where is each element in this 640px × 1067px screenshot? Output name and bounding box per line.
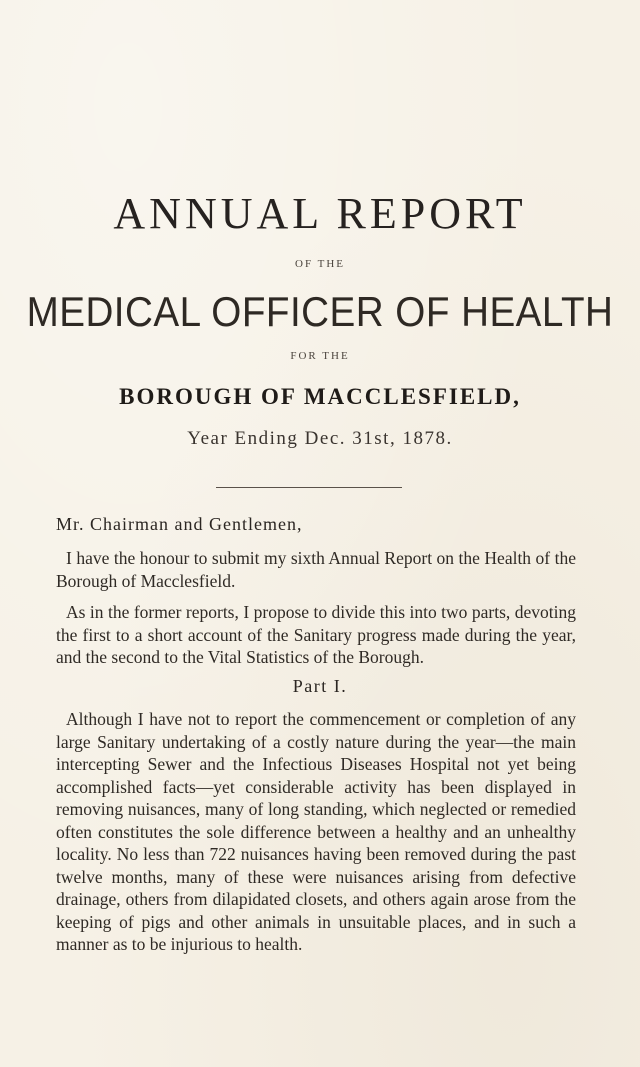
year-ending-line: Year Ending Dec. 31st, 1878. bbox=[187, 428, 453, 449]
salutation: Mr. Chairman and Gentlemen, bbox=[56, 514, 303, 534]
paragraph-outline: As in the former reports, I propose to divide this into two parts, devoting the first to a short account of the Sanitary progress made during the year, and the second to the Vital Statistics of the Borough. bbox=[56, 602, 576, 667]
officer-title: MEDICAL OFFICER OF HEALTH bbox=[26, 288, 614, 335]
title-divider bbox=[216, 487, 402, 488]
report-title: ANNUAL REPORT bbox=[113, 189, 527, 238]
title-connector-for-the: FOR THE bbox=[290, 350, 350, 362]
borough-title: BOROUGH OF MACCLESFIELD, bbox=[119, 384, 521, 409]
title-connector-of-the: OF THE bbox=[295, 258, 345, 270]
part-heading: Part I. bbox=[292, 676, 348, 696]
paragraph-part-one: Although I have not to report the commencement or completion of any large Sanitary undertaking of a costly nature during the year—the main intercepting Sewer and the Infectious Diseases Hospital not yet being accomplished facts—yet considerable activity has been displayed in removing nuisances, many of long standing, which neglected or remedied often constitutes the sole difference between a healthy and an unhealthy locality. No less than 722 nuisances having been removed during the past twelve months, many of these were nuisances arising from defective drainage, others from dilapidated closets, and others again arose from the keeping of pigs and other animals in unsuitable places, and in such a manner as to be injurious to health. bbox=[56, 709, 576, 954]
paragraph-intro: I have the honour to submit my sixth Annual Report on the Health of the Borough of Macclesfield. bbox=[56, 548, 576, 591]
